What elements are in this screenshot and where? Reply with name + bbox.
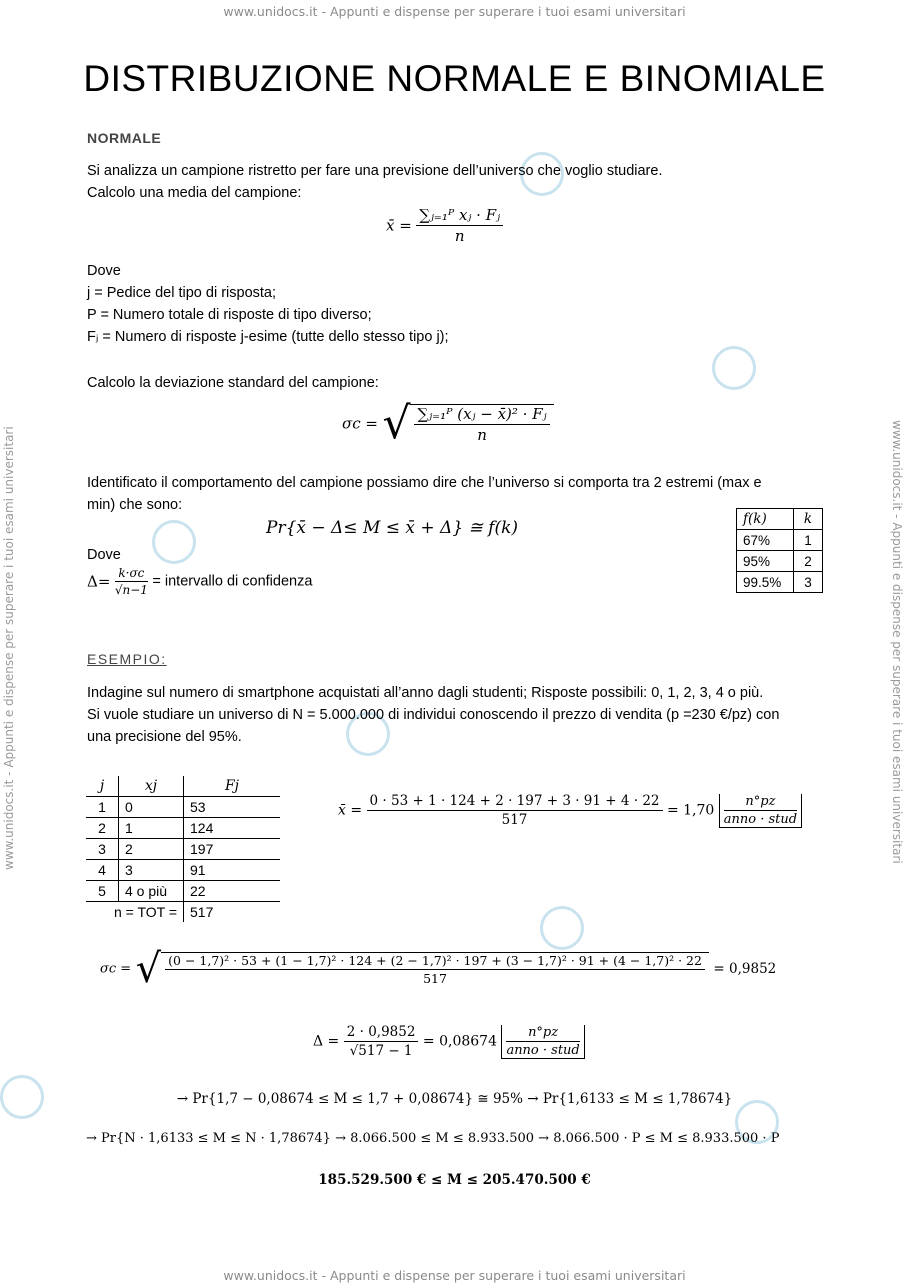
example-std-numerator: (0 − 1,7)² · 53 + (1 − 1,7)² · 124 + (2 − 1,7)² · 197 + (3 − 1,7)² · 91 + (4 − 1,7)² · 22 [165, 953, 705, 970]
watermark-top: www.unidocs.it - Appunti e dispense per superare i tuoi esami universitari [223, 4, 686, 19]
table-cell: 4 o più [119, 881, 184, 902]
table-row [86, 881, 280, 902]
watermark-logo-icon [540, 906, 584, 950]
table-cell: 95% [737, 551, 794, 572]
std-intro: Calcolo la deviazione standard del campione: [87, 375, 379, 391]
table-cell: 3 [794, 572, 823, 593]
example-std-result: = 0,9852 [713, 961, 777, 977]
table-cell: 0 [119, 797, 184, 818]
delta-rhs: = intervallo di confidenza [152, 573, 313, 590]
table-cell: 1 [119, 818, 184, 839]
dove-label: Dove [87, 263, 121, 279]
example-mean-numerator: 0 · 53 + 1 · 124 + 2 · 197 + 3 · 91 + 4 · 22 [367, 793, 663, 811]
std-radicand [410, 404, 553, 444]
unit-bracket [501, 1025, 584, 1059]
probability-line-2: → Pr{N · 1,6133 ≤ M ≤ N · 1,78674} → 8.066.500 ≤ M ≤ 8.933.500 → 8.066.500 · P ≤ M ≤ 8.933.500 · P [86, 1131, 780, 1146]
delta-fraction [115, 566, 148, 597]
table-row [86, 839, 280, 860]
example-mean-formula [338, 793, 802, 828]
definition-j: j = Pedice del tipo di risposta; [87, 285, 277, 301]
table-total-row [86, 902, 280, 923]
intro-line-1: Si analizza un campione ristretto per fare una previsione dell’universo che voglio studiare. [87, 163, 663, 179]
example-delta-fraction [344, 1024, 419, 1059]
table-row [737, 551, 823, 572]
table-row [86, 797, 280, 818]
unit-numerator: n°pz [506, 1025, 579, 1042]
unit-denominator: anno · stud [723, 811, 798, 827]
table-cell: 197 [184, 839, 281, 860]
mean-fraction [416, 206, 503, 245]
example-mean-result: = 1,70 [666, 802, 715, 819]
std-numerator: ∑ⱼ₌₁ᴾ (xⱼ − x̄)² · Fⱼ [414, 405, 549, 425]
watermark-left: www.unidocs.it - Appunti e dispense per superare i tuoi esami universitari [2, 426, 16, 870]
mean-denominator: n [454, 227, 465, 245]
delta-numerator: k·σc [115, 566, 148, 582]
table-cell: 124 [184, 818, 281, 839]
example-std-denominator: 517 [423, 971, 447, 986]
std-denominator: n [477, 425, 487, 444]
table-cell: 2 [86, 818, 119, 839]
example-std-lhs: σc = [100, 961, 132, 977]
esempio-line-1: Indagine sul numero di smartphone acquistati all’anno dagli studenti; Risposte possibili: 0, 1, 2, 3, 4 o più. [87, 685, 764, 701]
table-header-cell: j [86, 776, 119, 797]
example-delta-denominator: √517 − 1 [349, 1043, 413, 1059]
intro-line-2: Calcolo una media del campione: [87, 185, 302, 201]
table-cell: 67% [737, 530, 794, 551]
table-cell: 22 [184, 881, 281, 902]
table-cell: 99.5% [737, 572, 794, 593]
watermark-right: www.unidocs.it - Appunti e dispense per superare i tuoi esami universitari [890, 420, 904, 864]
delta-denominator: √n−1 [114, 583, 148, 597]
delta-lhs: Δ= [87, 572, 111, 591]
example-std-radicand [161, 952, 709, 986]
unit-denominator: anno · stud [506, 1042, 580, 1058]
watermark-bottom: www.unidocs.it - Appunti e dispense per superare i tuoi esami universitari [223, 1268, 686, 1283]
table-cell: 2 [119, 839, 184, 860]
std-lhs: σc = [342, 414, 378, 433]
std-formula [342, 398, 554, 449]
sample-table [86, 776, 280, 922]
table-row [86, 860, 280, 881]
table-header-cell: Fj [184, 776, 281, 797]
probability-equation: Pr{x̄ − Δ≤ M ≤ x̄ + Δ} ≅ f(k) [266, 518, 519, 538]
unit-numerator: n°pz [724, 794, 797, 811]
watermark-logo-icon [152, 520, 196, 564]
definition-p: P = Numero totale di risposte di tipo diverso; [87, 307, 372, 323]
example-delta-formula [313, 1024, 585, 1059]
dove-label-2: Dove [87, 547, 121, 563]
table-row [737, 530, 823, 551]
section-heading-normale: NORMALE [87, 130, 162, 146]
sqrt-icon: √ [135, 946, 162, 992]
watermark-logo-icon [712, 346, 756, 390]
mean-lhs: x̄ = [386, 216, 412, 235]
table-cell: 4 [86, 860, 119, 881]
section-heading-esempio: ESEMPIO: [87, 651, 167, 667]
table-cell: 2 [794, 551, 823, 572]
ident-line-1: Identificato il comportamento del campione possiamo dire che l’universo si comporta tra 2 estremi (max e [87, 475, 762, 491]
example-delta-result: = 0,08674 [422, 1033, 497, 1050]
unit-bracket [719, 794, 802, 828]
delta-definition [87, 566, 312, 597]
example-mean-lhs: x̄ = [338, 802, 363, 819]
table-header-cell: k [794, 509, 823, 530]
confidence-table [736, 508, 823, 593]
table-cell: 53 [184, 797, 281, 818]
mean-numerator: ∑ⱼ₌₁ᴾ xⱼ · Fⱼ [416, 206, 503, 226]
ident-line-2: min) che sono: [87, 497, 183, 513]
example-mean-denominator: 517 [501, 812, 528, 828]
result-line: 185.529.500 € ≤ M ≤ 205.470.500 € [318, 1172, 591, 1188]
table-header-cell: xj [119, 776, 184, 797]
table-cell: 1 [86, 797, 119, 818]
table-header-cell: f(k) [737, 509, 794, 530]
page-title: DISTRIBUZIONE NORMALE E BINOMIALE [83, 58, 826, 99]
example-mean-fraction [367, 793, 663, 828]
table-total-label: n = TOT = [86, 902, 184, 923]
table-cell: 3 [86, 839, 119, 860]
table-cell: 1 [794, 530, 823, 551]
mean-formula [386, 206, 503, 245]
table-header-row [86, 776, 280, 797]
table-cell: 3 [119, 860, 184, 881]
esempio-line-2: Si vuole studiare un universo di N = 5.000.000 di individui conoscendo il prezzo di vendita (p =230 €/pz) con [87, 707, 780, 723]
example-delta-numerator: 2 · 0,9852 [344, 1024, 419, 1042]
table-row [737, 572, 823, 593]
sqrt-icon: √ [382, 398, 411, 449]
probability-line-1: → Pr{1,7 − 0,08674 ≤ M ≤ 1,7 + 0,08674} ≅ 95% → Pr{1,6133 ≤ M ≤ 1,78674} [176, 1091, 733, 1107]
definition-f: Fⱼ = Numero di risposte j-esime (tutte dello stesso tipo j); [87, 329, 449, 345]
table-cell: 91 [184, 860, 281, 881]
table-total-value: 517 [190, 904, 214, 920]
table-row [86, 818, 280, 839]
table-cell: 5 [86, 881, 119, 902]
esempio-line-3: una precisione del 95%. [87, 729, 242, 745]
example-delta-lhs: Δ = [313, 1033, 340, 1050]
table-header-row [737, 509, 823, 530]
example-std-formula [100, 946, 776, 992]
